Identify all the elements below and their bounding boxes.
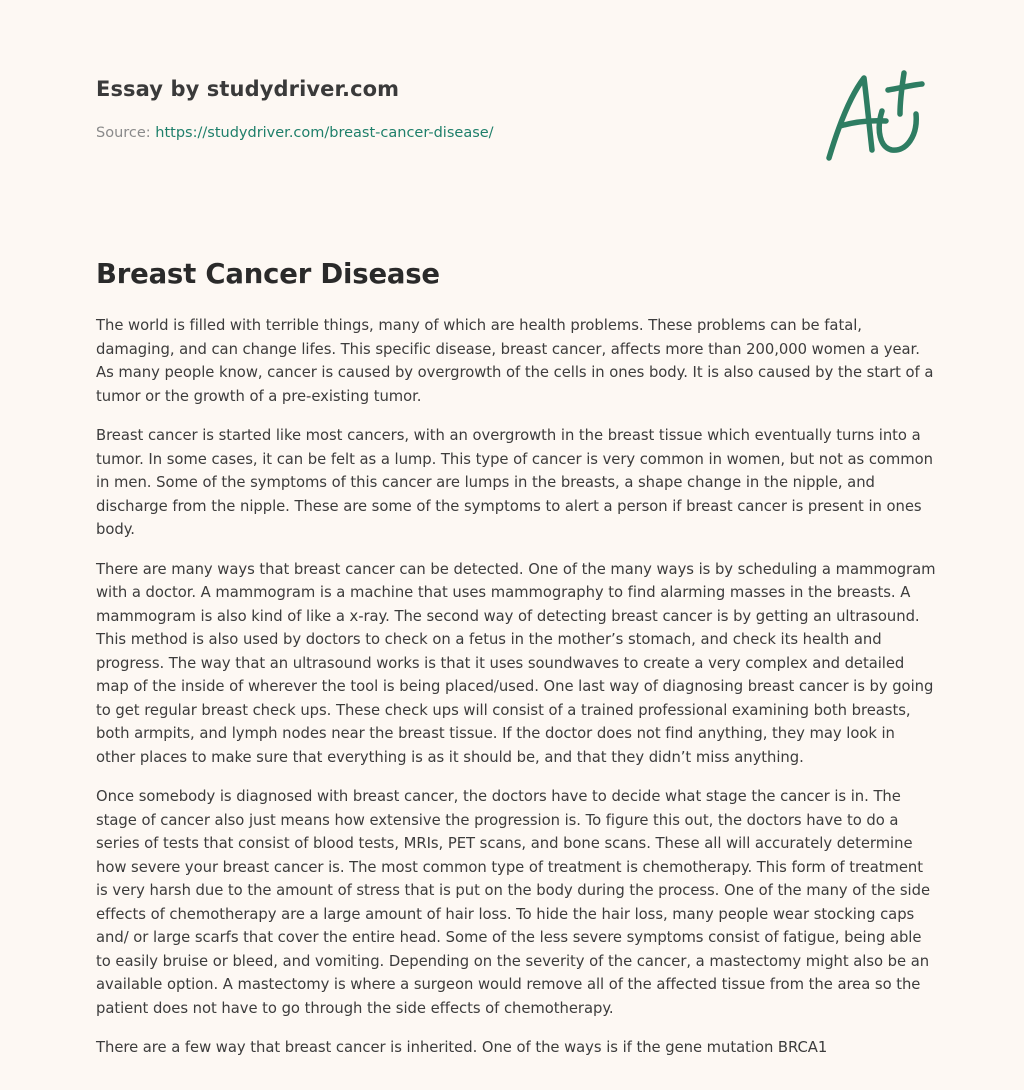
essay-paragraph: Once somebody is diagnosed with breast cancer, the doctors have to decide what stage the cancer is in. The stage of cancer also just means how extensive the progression is. To figure this out, the doctors have to do a series of tests that consist of blood tests, MRIs, PET scans, and bone scans. These all will accurately determine how severe your breast cancer is. The most common type of treatment is chemotherapy. This form of treatment is very harsh due to the amount of stress that is put on the body during the process. One of the many of the side effects of chemotherapy are a large amount of hair loss. To hide the hair loss, many people wear stocking caps and/ or large scarfs that cover the entire head. Some of the less severe symptoms consist of fatigue, being able to easily bruise or bleed, and vomiting. Depending on the severity of the cancer, a mastectomy might also be an available option. A mastectomy is where a surgeon would remove all of the affected tissue from the area so the patient does not have to go through the side effects of chemotherapy. bbox=[96, 788, 931, 1017]
site-brand: Essay by studydriver.com bbox=[96, 77, 400, 101]
source-link[interactable]: https://studydriver.com/breast-cancer-disease/ bbox=[155, 125, 494, 141]
a-plus-logo-icon bbox=[820, 66, 930, 166]
essay-paragraph: There are many ways that breast cancer can be detected. One of the many ways is by scheduling a mammogram with a doctor. A mammogram is a machine that uses mammography to find alarming masses in the breasts. A mammogram is also kind of like a x-ray. The second way of detecting breast cancer is by getting an ultrasound. This method is also used by doctors to check on a fetus in the mother’s stomach, and check its health and progress. The way that an ultrasound works is that it uses soundwaves to create a very complex and detailed map of the inside of wherever the tool is being placed/used. One last way of diagnosing breast cancer is by going to get regular breast check ups. These check ups will consist of a trained professional examining both breasts, both armpits, and lymph nodes near the breast tissue. If the doctor does not find anything, they may look in other places to make sure that everything is as it should be, and that they didn’t miss anything. bbox=[96, 560, 936, 766]
essay-paragraph: There are a few way that breast cancer is inherited. One of the ways is if the gene mutation BRCA1 bbox=[96, 1039, 828, 1056]
essay-body bbox=[96, 314, 936, 1076]
source-label: Source: bbox=[96, 125, 156, 141]
essay-paragraph: Breast cancer is started like most cancers, with an overgrowth in the breast tissue which eventually turns into a tumor. In some cases, it can be felt as a lump. This type of cancer is very common in women, but not as common in men. Some of the symptoms of this cancer are lumps in the breasts, a shape change in the nipple, and discharge from the nipple. These are some of the symptoms to alert a person if breast cancer is present in ones body. bbox=[96, 427, 933, 538]
essay-paragraph: The world is filled with terrible things, many of which are health problems. These problems can be fatal, damaging, and can change lifes. This specific disease, breast cancer, affects more than 200,000 women a year. As many people know, cancer is caused by overgrowth of the cells in ones body. It is also caused by the start of a tumor or the growth of a pre-existing tumor. bbox=[96, 317, 934, 405]
essay-title: Breast Cancer Disease bbox=[96, 258, 440, 290]
page-header bbox=[96, 74, 796, 143]
source-line bbox=[96, 123, 796, 143]
